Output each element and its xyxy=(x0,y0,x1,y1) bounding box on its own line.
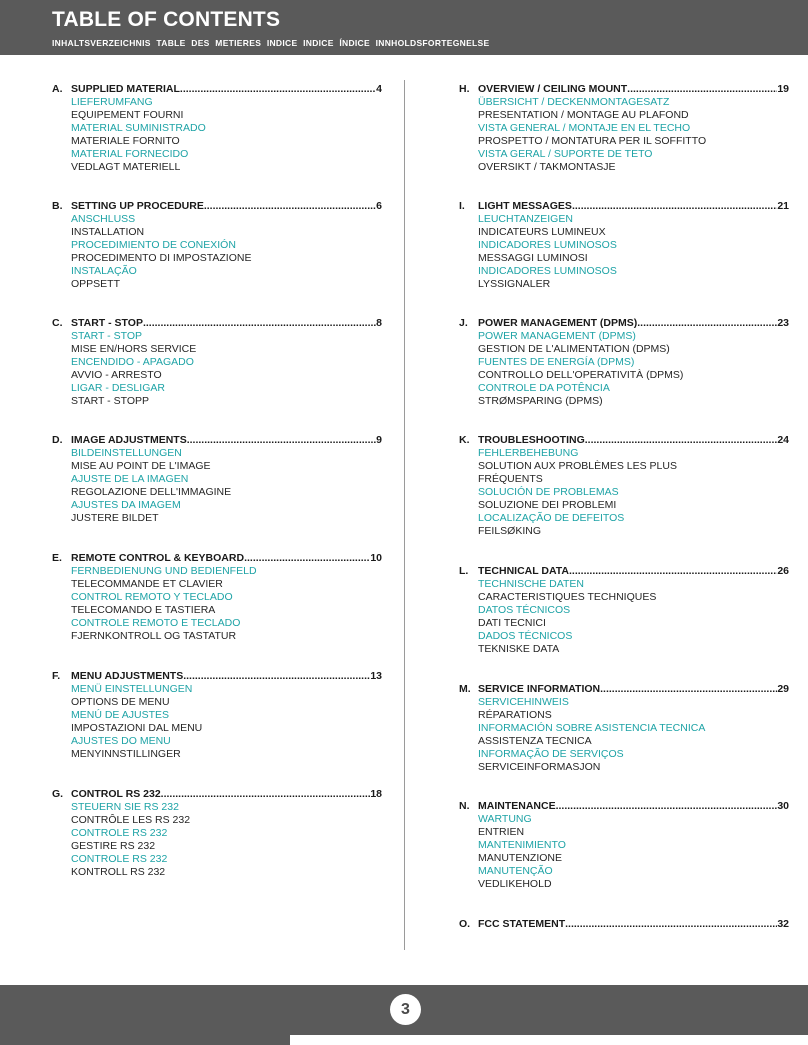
toc-leader-dots xyxy=(244,552,370,565)
toc-translation-line: PROSPETTO / MONTATURA PER IL SOFFITTO xyxy=(478,135,707,147)
toc-translations xyxy=(52,330,382,408)
toc-translation-line: JUSTERE BILDET xyxy=(71,512,159,524)
toc-entry-letter: B. xyxy=(52,200,63,212)
toc-translation-line: RÉPARATIONS xyxy=(478,709,552,721)
toc-translations xyxy=(52,447,382,525)
toc-translation-line: MENÚ DE AJUSTES xyxy=(71,709,170,721)
toc-leader-dots xyxy=(565,918,777,931)
toc-translation-line: TEKNISKE DATA xyxy=(478,643,560,655)
toc-entry-title: IMAGE ADJUSTMENTS xyxy=(71,434,187,446)
toc-translation-line: INDICATEURS LUMINEUX xyxy=(478,226,606,238)
toc-section xyxy=(459,200,789,291)
toc-section xyxy=(459,683,789,774)
toc-entry-page: 29 xyxy=(777,683,789,695)
toc-entry-page: 10 xyxy=(370,552,382,564)
toc-translation-line: SERVICEINFORMASJON xyxy=(478,761,601,773)
toc-section xyxy=(459,800,789,891)
toc-translation-line: LIGAR - DESLIGAR xyxy=(71,382,165,394)
toc-entry-page: 4 xyxy=(376,83,382,95)
toc-translation-line: ÜBERSICHT / DECKENMONTAGESATZ xyxy=(478,96,670,108)
toc-translation-line: MANUTENÇÃO xyxy=(478,865,553,877)
toc-translation-line: PROCEDIMENTO DI IMPOSTAZIONE xyxy=(71,252,252,264)
toc-entry-heading[interactable] xyxy=(52,83,382,96)
toc-entry-letter: A. xyxy=(52,83,63,95)
toc-entry-letter: J. xyxy=(459,317,468,329)
toc-entry-heading[interactable] xyxy=(52,788,382,801)
toc-translation-line: VEDLAGT MATERIELL xyxy=(71,161,181,173)
toc-translation-line: CONTROLE DA POTÊNCIA xyxy=(478,382,610,394)
toc-entry-letter: H. xyxy=(459,83,470,95)
page-title: TABLE OF CONTENTS xyxy=(52,8,281,31)
toc-translation-line: OVERSIKT / TAKMONTASJE xyxy=(478,161,616,173)
toc-translation-line: MANUTENZIONE xyxy=(478,852,562,864)
toc-translations xyxy=(459,330,789,408)
toc-entry-page: 6 xyxy=(376,200,382,212)
toc-translation-line: MESSAGGI LUMINOSI xyxy=(478,252,588,264)
toc-entry-title: POWER MANAGEMENT (DPMS) xyxy=(478,317,638,329)
toc-translation-line: PROCEDIMIENTO DE CONEXIÓN xyxy=(71,239,236,251)
toc-translation-line: PRESENTATION / MONTAGE AU PLAFOND xyxy=(478,109,689,121)
toc-entry-letter: D. xyxy=(52,434,63,446)
toc-translation-line: MANTENIMIENTO xyxy=(478,839,566,851)
toc-translation-line: START - STOP xyxy=(71,330,142,342)
toc-translation-line: MATERIAL SUMINISTRADO xyxy=(71,122,206,134)
toc-entry-heading[interactable] xyxy=(459,83,789,96)
toc-translation-line: ANSCHLUSS xyxy=(71,213,136,225)
toc-translation-line: ENCENDIDO - APAGADO xyxy=(71,356,194,368)
toc-entry-title: MENU ADJUSTMENTS xyxy=(71,670,184,682)
toc-entry-heading[interactable] xyxy=(459,800,789,813)
toc-translation-line: MATERIAL FORNECIDO xyxy=(71,148,189,160)
toc-translation-line: CONTROLE RS 232 xyxy=(71,827,168,839)
toc-entry-page: 18 xyxy=(370,788,382,800)
toc-translation-line: LEUCHTANZEIGEN xyxy=(478,213,573,225)
toc-translation-line: TELECOMANDO E TASTIERA xyxy=(71,604,216,616)
column-divider xyxy=(404,80,405,950)
toc-leader-dots xyxy=(627,83,777,96)
toc-translations xyxy=(459,578,789,656)
toc-section xyxy=(52,552,382,643)
toc-translation-line: FJERNKONTROLL OG TASTATUR xyxy=(71,630,237,642)
toc-entry-page: 23 xyxy=(777,317,789,329)
toc-entry-title: MAINTENANCE xyxy=(478,800,556,812)
toc-entry-page: 9 xyxy=(376,434,382,446)
toc-translations xyxy=(52,96,382,174)
toc-leader-dots xyxy=(143,317,376,330)
toc-entry-heading[interactable] xyxy=(459,918,789,931)
toc-entry-letter: L. xyxy=(459,565,469,577)
toc-leader-dots xyxy=(183,670,370,683)
page-number: 3 xyxy=(390,994,421,1025)
toc-entry-title: SETTING UP PROCEDURE xyxy=(71,200,204,212)
toc-entry-title: TECHNICAL DATA xyxy=(478,565,569,577)
page-subtitle: INHALTSVERZEICHNIS TABLE DES METIERES INDICE INDICE ÍNDICE INNHOLDSFORTEGNELSE xyxy=(52,38,490,48)
toc-translation-line: GESTION DE L'ALIMENTATION (DPMS) xyxy=(478,343,670,355)
toc-translation-line: FRÉQUENTS xyxy=(478,473,543,485)
toc-translation-line: STEUERN SIE RS 232 xyxy=(71,801,179,813)
toc-entry-heading[interactable] xyxy=(52,200,382,213)
toc-entry-heading[interactable] xyxy=(459,565,789,578)
toc-entry-title: CONTROL RS 232 xyxy=(71,788,161,800)
toc-translation-line: DATOS TÉCNICOS xyxy=(478,604,571,616)
toc-leader-dots xyxy=(556,800,778,813)
toc-entry-heading[interactable] xyxy=(459,683,789,696)
toc-translation-line: TELECOMMANDE ET CLAVIER xyxy=(71,578,223,590)
toc-entry-heading[interactable] xyxy=(459,200,789,213)
toc-translation-line: FEILSØKING xyxy=(478,525,542,537)
toc-translation-line: AVVIO - ARRESTO xyxy=(71,369,162,381)
toc-translation-line: CARACTERISTIQUES TECHNIQUES xyxy=(478,591,657,603)
toc-translation-line: AJUSTE DE LA IMAGEN xyxy=(71,473,189,485)
toc-translation-line: CONTROL REMOTO Y TECLADO xyxy=(71,591,233,603)
toc-entry-letter: F. xyxy=(52,670,61,682)
toc-translation-line: LOCALIZAÇÃO DE DEFEITOS xyxy=(478,512,625,524)
toc-translation-line: LYSSIGNALER xyxy=(478,278,551,290)
toc-entry-page: 13 xyxy=(370,670,382,682)
toc-entry-letter: I. xyxy=(459,200,465,212)
toc-entry-heading[interactable] xyxy=(459,434,789,447)
toc-translation-line: INSTALLATION xyxy=(71,226,145,238)
toc-translations xyxy=(459,447,789,538)
toc-translation-line: VEDLIKEHOLD xyxy=(478,878,552,890)
toc-translations xyxy=(459,813,789,891)
toc-translations xyxy=(459,96,789,174)
toc-entry-title: SERVICE INFORMATION xyxy=(478,683,601,695)
toc-entry-title: START - STOP xyxy=(71,317,143,329)
toc-translations xyxy=(52,683,382,761)
toc-entry-page: 32 xyxy=(777,918,789,930)
toc-section xyxy=(459,565,789,656)
toc-translation-line: SOLUTION AUX PROBLÈMES LES PLUS xyxy=(478,460,677,472)
toc-entry-page: 8 xyxy=(376,317,382,329)
toc-translation-line: VISTA GENERAL / MONTAJE EN EL TECHO xyxy=(478,122,691,134)
toc-leader-dots xyxy=(180,83,376,96)
toc-translation-line: START - STOPP xyxy=(71,395,149,407)
toc-section xyxy=(459,434,789,538)
toc-section xyxy=(459,918,789,931)
toc-section xyxy=(52,83,382,174)
toc-translation-line: SOLUZIONE DEI PROBLEMI xyxy=(478,499,617,511)
toc-section xyxy=(459,317,789,408)
toc-entry-page: 26 xyxy=(777,565,789,577)
toc-leader-dots xyxy=(572,200,777,213)
toc-leader-dots xyxy=(637,317,777,330)
toc-translation-line: TECHNISCHE DATEN xyxy=(478,578,584,590)
toc-translations xyxy=(52,801,382,879)
toc-entry-title: SUPPLIED MATERIAL xyxy=(71,83,180,95)
toc-translation-line: REGOLAZIONE DELL'IMMAGINE xyxy=(71,486,232,498)
toc-translation-line: KONTROLL RS 232 xyxy=(71,866,166,878)
toc-entry-title: REMOTE CONTROL & KEYBOARD xyxy=(71,552,245,564)
toc-section xyxy=(52,200,382,291)
toc-translation-line: SERVICEHINWEIS xyxy=(478,696,569,708)
toc-translation-line: MISE EN/HORS SERVICE xyxy=(71,343,197,355)
toc-translation-line: FERNBEDIENUNG UND BEDIENFELD xyxy=(71,565,257,577)
toc-entry-letter: K. xyxy=(459,434,470,446)
toc-entry-title: TROUBLESHOOTING xyxy=(478,434,585,446)
toc-entry-letter: G. xyxy=(52,788,64,800)
toc-translation-line: STRØMSPARING (DPMS) xyxy=(478,395,603,407)
toc-translation-line: INFORMACIÓN SOBRE ASISTENCIA TECNICA xyxy=(478,722,706,734)
toc-leader-dots xyxy=(161,788,371,801)
toc-translation-line: CONTROLE RS 232 xyxy=(71,853,168,865)
toc-leader-dots xyxy=(187,434,376,447)
toc-entry-letter: O. xyxy=(459,918,471,930)
toc-translation-line: ENTRIEN xyxy=(478,826,525,838)
toc-translation-line: DATI TECNICI xyxy=(478,617,546,629)
toc-section xyxy=(52,317,382,408)
toc-entry-page: 30 xyxy=(777,800,789,812)
toc-entry-letter: C. xyxy=(52,317,63,329)
toc-translation-line: WARTUNG xyxy=(478,813,532,825)
toc-entry-letter: N. xyxy=(459,800,470,812)
toc-entry-heading[interactable] xyxy=(52,434,382,447)
toc-translation-line: MENYINNSTILLINGER xyxy=(71,748,181,760)
toc-translation-line: OPTIONS DE MENU xyxy=(71,696,170,708)
toc-translations xyxy=(459,696,789,774)
toc-translation-line: GESTIRE RS 232 xyxy=(71,840,156,852)
toc-entry-page: 21 xyxy=(777,200,789,212)
toc-translations xyxy=(459,213,789,291)
toc-translations xyxy=(52,565,382,643)
toc-leader-dots xyxy=(600,683,777,696)
toc-translation-line: OPPSETT xyxy=(71,278,121,290)
toc-translation-line: INDICADORES LUMINOSOS xyxy=(478,239,617,251)
toc-translation-line: AJUSTES DO MENU xyxy=(71,735,171,747)
toc-entry-heading[interactable] xyxy=(52,670,382,683)
toc-translations xyxy=(52,213,382,291)
toc-leader-dots xyxy=(204,200,376,213)
toc-entry-page: 19 xyxy=(777,83,789,95)
toc-translation-line: POWER MANAGEMENT (DPMS) xyxy=(478,330,636,342)
toc-entry-title: LIGHT MESSAGES xyxy=(478,200,572,212)
toc-entry-title: OVERVIEW / CEILING MOUNT xyxy=(478,83,628,95)
page-header xyxy=(0,0,808,55)
toc-translation-line: EQUIPEMENT FOURNI xyxy=(71,109,184,121)
toc-entry-letter: E. xyxy=(52,552,62,564)
toc-translation-line: MENÜ EINSTELLUNGEN xyxy=(71,683,193,695)
footer-tab xyxy=(290,1035,808,1045)
toc-section xyxy=(52,788,382,879)
toc-translation-line: ASSISTENZA TECNICA xyxy=(478,735,592,747)
toc-translation-line: SOLUCIÓN DE PROBLEMAS xyxy=(478,486,619,498)
toc-section xyxy=(52,670,382,761)
toc-translation-line: IMPOSTAZIONI DAL MENU xyxy=(71,722,203,734)
toc-entry-page: 24 xyxy=(777,434,789,446)
toc-entry-heading[interactable] xyxy=(52,317,382,330)
toc-translation-line: DADOS TÉCNICOS xyxy=(478,630,573,642)
toc-translation-line: INDICADORES LUMINOSOS xyxy=(478,265,617,277)
toc-translation-line: MATERIALE FORNITO xyxy=(71,135,180,147)
toc-leader-dots xyxy=(585,434,778,447)
toc-translation-line: CONTRÔLE LES RS 232 xyxy=(71,814,191,826)
toc-translation-line: VISTA GERAL / SUPORTE DE TETO xyxy=(478,148,653,160)
toc-entry-letter: M. xyxy=(459,683,471,695)
toc-translation-line: CONTROLLO DELL'OPERATIVITÀ (DPMS) xyxy=(478,369,684,381)
toc-translation-line: AJUSTES DA IMAGEM xyxy=(71,499,181,511)
toc-translation-line: INFORMAÇÃO DE SERVIÇOS xyxy=(478,748,624,760)
toc-entry-heading[interactable] xyxy=(459,317,789,330)
toc-entry-title: FCC STATEMENT xyxy=(478,918,566,930)
toc-translation-line: MISE AU POINT DE L'IMAGE xyxy=(71,460,211,472)
toc-section xyxy=(459,83,789,174)
toc-translation-line: BILDEINSTELLUNGEN xyxy=(71,447,182,459)
toc-translation-line: INSTALAÇÃO xyxy=(71,265,137,277)
toc-entry-heading[interactable] xyxy=(52,552,382,565)
toc-translation-line: LIEFERUMFANG xyxy=(71,96,153,108)
toc-translation-line: FEHLERBEHEBUNG xyxy=(478,447,579,459)
toc-translation-line: FUENTES DE ENERGÍA (DPMS) xyxy=(478,356,635,368)
toc-translation-line: CONTROLE REMOTO E TECLADO xyxy=(71,617,241,629)
toc-leader-dots xyxy=(569,565,777,578)
toc-section xyxy=(52,434,382,525)
